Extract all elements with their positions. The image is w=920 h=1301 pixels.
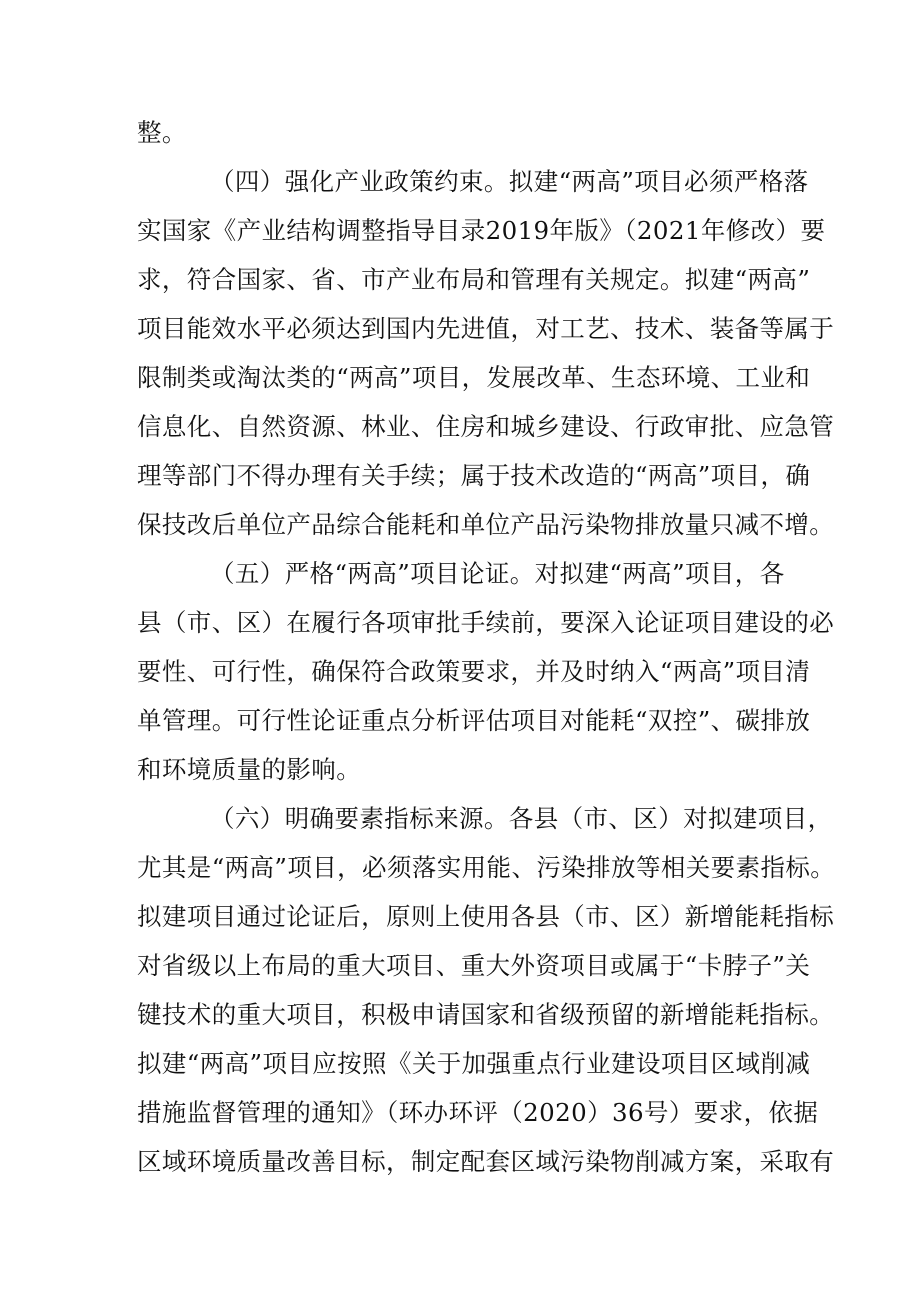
text-line: 限制类或淘汰类的“两高”项目，发展改革、生态环境、工业和 [137,363,811,392]
text-line: 实国家《产业结构调整指导目录2019年版》（2021年修改）要 [137,216,826,245]
text-line: 尤其是“两高”项目，必须落实用能、污染排放等相关要素指标。 [137,853,836,882]
text-line: 对省级以上布局的重大项目、重大外资项目或属于“卡脖子”关 [137,951,811,980]
text-line: 信息化、自然资源、林业、住房和城乡建设、行政审批、应急管 [137,412,835,441]
text-line: 整。 [137,118,187,147]
section-heading-line: （四）强化产业政策约束。拟建“两高”项目必须严格落 [210,167,809,196]
text-line: 县（市、区）在履行各项审批手续前，要深入论证项目建设的必 [137,608,835,637]
text-line: 保技改后单位产品综合能耗和单位产品污染物排放量只减不增。 [137,510,835,539]
text-line: 理等部门不得办理有关手续；属于技术改造的“两高”项目，确 [137,461,811,490]
text-line: 项目能效水平必须达到国内先进值，对工艺、技术、装备等属于 [137,314,835,343]
text-line: 区域环境质量改善目标，制定配套区域污染物削减方案，采取有 [137,1147,835,1176]
text-line: 键技术的重大项目，积极申请国家和省级预留的新增能耗指标。 [137,1000,835,1029]
text-line: 拟建项目通过论证后，原则上使用各县（市、区）新增能耗指标 [137,902,835,931]
section-heading-line: （六）明确要素指标来源。各县（市、区）对拟建项目， [210,804,833,833]
text-line: 拟建“两高”项目应按照《关于加强重点行业建设项目区域削减 [137,1049,811,1078]
text-line: 和环境质量的影响。 [137,755,362,784]
text-line: 单管理。可行性论证重点分析评估项目对能耗“双控”、碳排放 [137,706,811,735]
text-line: 措施监督管理的通知》（环办环评（2020）36号）要求，依据 [137,1098,819,1127]
section-heading-line: （五）严格“两高”项目论证。对拟建“两高”项目，各 [210,559,785,588]
text-line: 求，符合国家、省、市产业布局和管理有关规定。拟建“两高” [137,265,811,294]
text-line: 要性、可行性，确保符合政策要求，并及时纳入“两高”项目清 [137,657,811,686]
